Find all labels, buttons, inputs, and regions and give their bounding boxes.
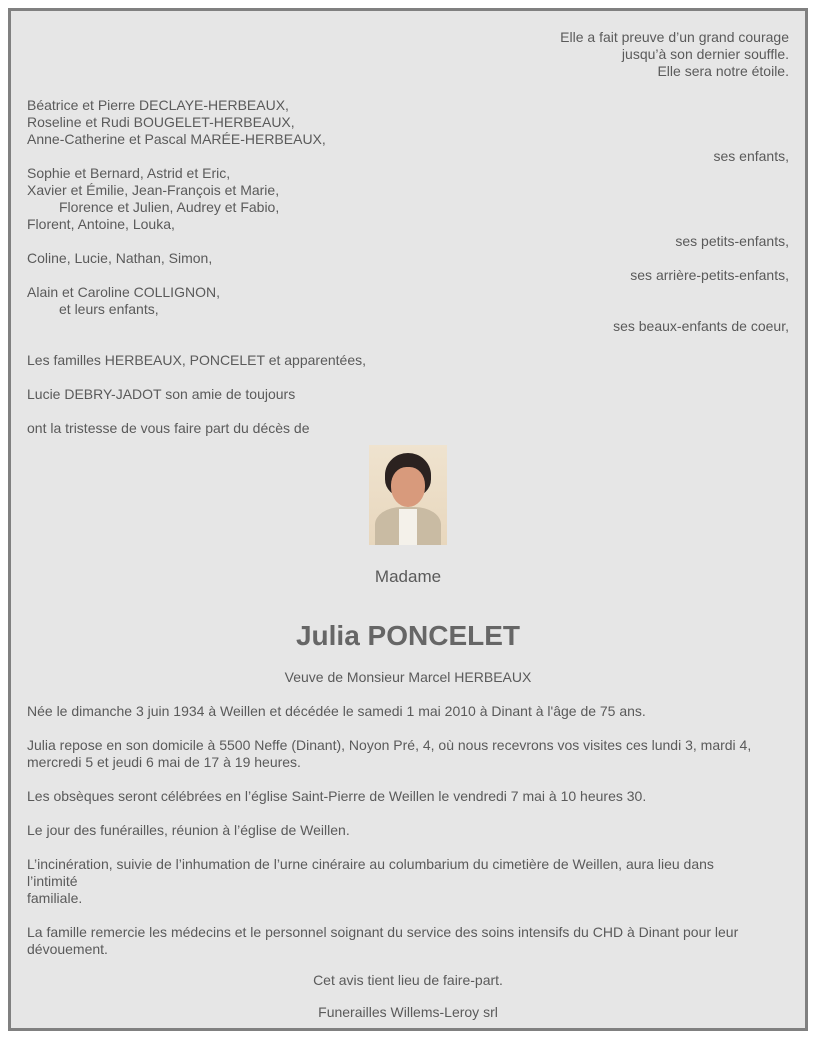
family-line: Florent, Antoine, Louka,	[27, 216, 175, 232]
quote-line: Elle a fait preuve d’un grand courage	[560, 29, 789, 45]
thanks-line: dévouement.	[27, 941, 108, 957]
family-line: Sophie et Bernard, Astrid et Eric,	[27, 165, 231, 181]
family-line: et leurs enfants,	[59, 301, 159, 317]
family-line: Béatrice et Pierre DECLAYE-HERBEAUX,	[27, 97, 289, 113]
thanks-info	[27, 924, 789, 958]
families: Les familles HERBEAUX, PONCELET et apparentées,	[27, 352, 367, 368]
great-grandchildren-label: ses arrière-petits-enfants,	[630, 267, 789, 283]
quote-line: Elle sera notre étoile.	[657, 63, 789, 79]
family-line: Florence et Julien, Audrey et Fabio,	[59, 199, 280, 215]
repose-line: Julia repose en son domicile à 5500 Neffe (Dinant), Noyon Pré, 4, où nous recevrons vos visites ces lundi 3, mardi 4,	[27, 737, 752, 753]
quote-line: jusqu’à son dernier souffle.	[621, 46, 789, 62]
honorific: Madame	[374, 567, 442, 586]
cremation-line: L’incinération, suivie de l’inhumation de l’urne cinéraire au columbarium du cimetière de Weillen, aura lieu dans	[27, 856, 714, 872]
cremation-info	[27, 856, 789, 907]
cremation-line: l’intimité	[27, 873, 78, 889]
thanks-line: La famille remercie les médecins et le personnel soignant du service des soins intensifs du CHD à Dinant pour leur	[27, 924, 739, 940]
step-children-list	[27, 284, 789, 318]
announcement: ont la tristesse de vous faire part du décès de	[27, 420, 310, 436]
children-list	[27, 97, 789, 148]
deceased-name: Julia PONCELET	[295, 620, 521, 651]
portrait-photo	[369, 445, 447, 545]
repose-line: mercredi 5 et jeudi 6 mai de 17 à 19 heures.	[27, 754, 301, 770]
undertaker: Funerailles Willems-Leroy srl	[318, 1004, 498, 1020]
family-line: Xavier et Émilie, Jean-François et Marie,	[27, 182, 280, 198]
grandchildren-label: ses petits-enfants,	[675, 233, 789, 249]
family-line: Anne-Catherine et Pascal MARÉE-HERBEAUX,	[27, 131, 326, 147]
birth-death: Née le dimanche 3 juin 1934 à Weillen et décédée le samedi 1 mai 2010 à Dinant à l'âge de 75 ans.	[27, 703, 646, 719]
family-line: Roseline et Rudi BOUGELET-HERBEAUX,	[27, 114, 295, 130]
family-line: Alain et Caroline COLLIGNON,	[27, 284, 220, 300]
obituary-content	[27, 29, 789, 1021]
widow-of: Veuve de Monsieur Marcel HERBEAUX	[284, 669, 532, 685]
cremation-line: familiale.	[27, 890, 83, 906]
grandchildren-list	[27, 165, 789, 233]
notice: Cet avis tient lieu de faire-part.	[313, 972, 503, 988]
quote	[27, 29, 789, 80]
obituary-card	[8, 8, 808, 1031]
repose-info	[27, 737, 789, 771]
great-grandchildren: Coline, Lucie, Nathan, Simon,	[27, 250, 213, 266]
portrait-wrap	[27, 445, 789, 545]
friend: Lucie DEBRY-JADOT son amie de toujours	[27, 386, 296, 402]
funeral-info: Les obsèques seront célébrées en l’église Saint-Pierre de Weillen le vendredi 7 mai à 10 heures 30.	[27, 788, 647, 804]
step-children-label: ses beaux-enfants de coeur,	[613, 318, 789, 334]
reception-info: Le jour des funérailles, réunion à l’église de Weillen.	[27, 822, 350, 838]
children-label: ses enfants,	[713, 148, 789, 164]
